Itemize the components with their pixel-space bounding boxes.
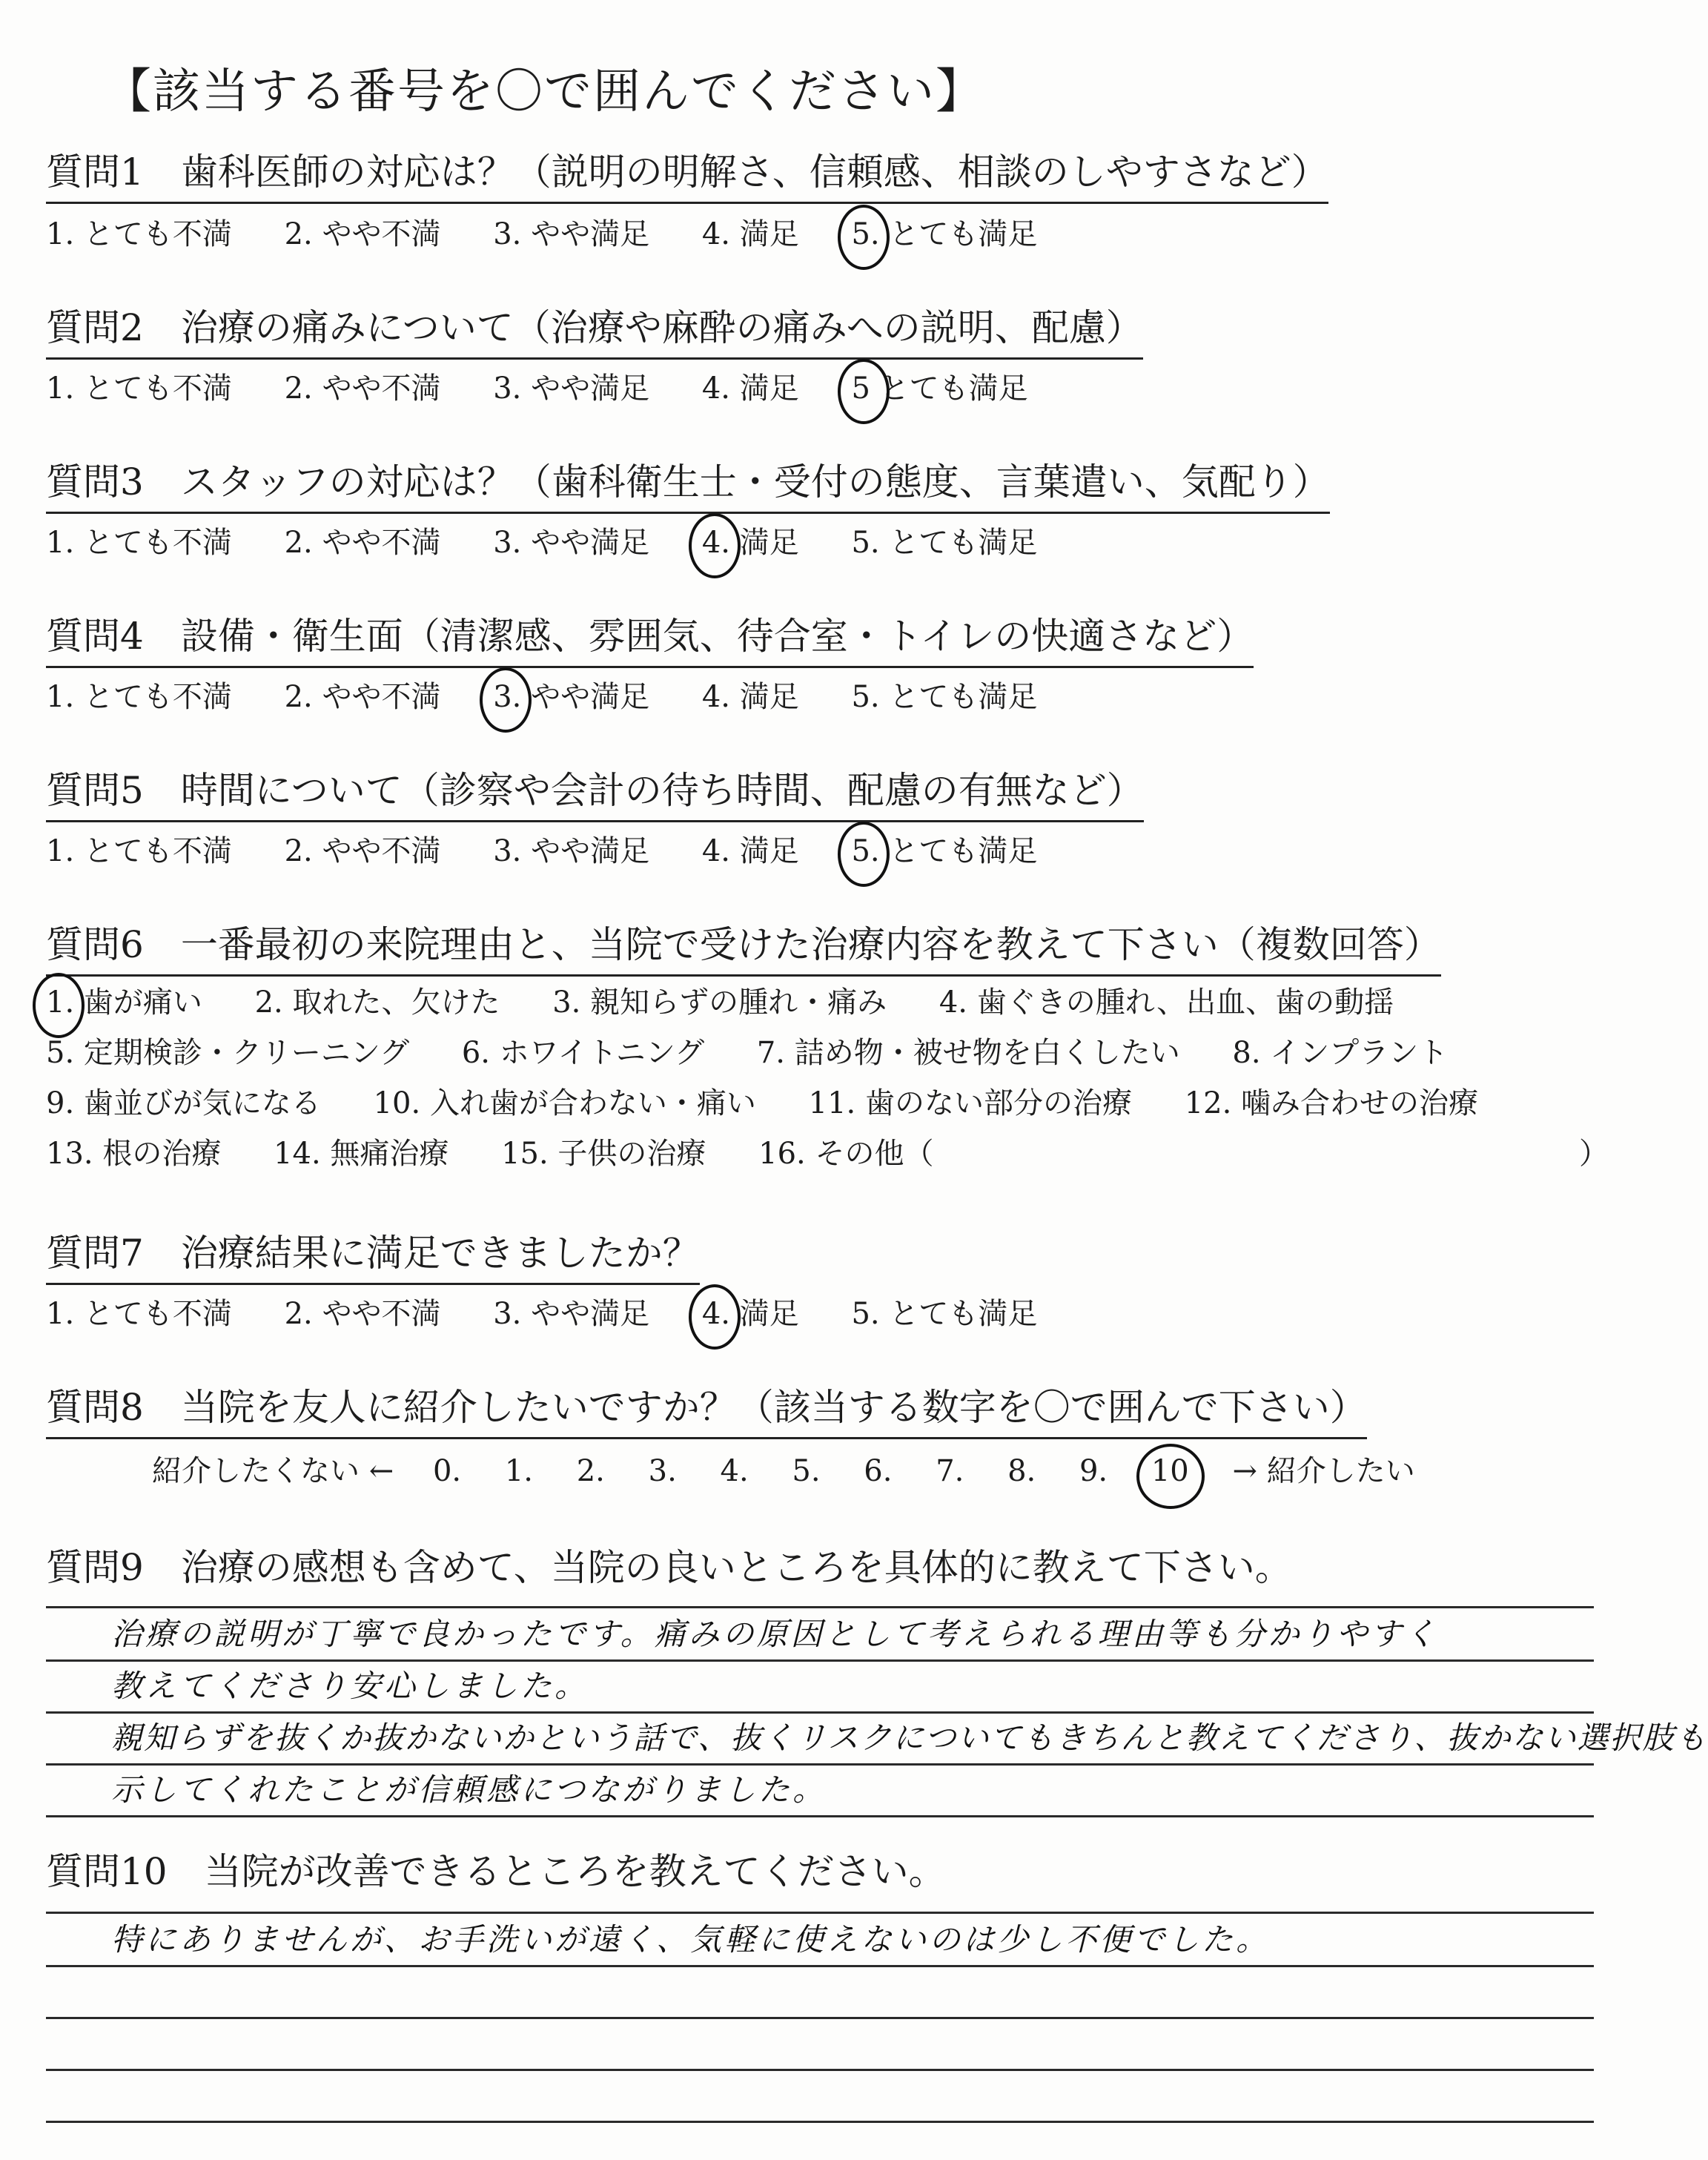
question-text: 当院を友人に紹介したいですか？（該当する数字を〇で囲んで下さい） — [180, 1386, 1367, 1429]
form-title: 【該当する番号を〇で囲んでください】 — [104, 65, 984, 119]
option-16-other[interactable]: 16. その他（ — [758, 1137, 934, 1171]
scale-5[interactable]: 5. — [792, 1454, 821, 1488]
scale-10-selected[interactable]: 10 — [1151, 1454, 1189, 1488]
scale-6[interactable]: 6. — [864, 1454, 893, 1488]
option-5-selected[interactable]: 5. とても満足 — [851, 215, 1037, 254]
question-number: 質問5 — [46, 769, 144, 812]
question-6 — [46, 921, 1441, 977]
options-q6-row-3 — [46, 1084, 1521, 1123]
answer-rule — [46, 1659, 1594, 1662]
option-3[interactable]: 3. 親知らずの腫れ・痛み — [552, 985, 887, 1020]
question-text: スタッフの対応は？（歯科衛生士・受付の態度、言葉遣い、気配り） — [180, 460, 1330, 503]
other-close-paren: ） — [1579, 1137, 1609, 1171]
option-13[interactable]: 13. 根の治療 — [46, 1137, 222, 1171]
option-5[interactable]: 5. 定期検診・クリーニング — [46, 1036, 410, 1070]
option-1[interactable]: 1. とても不満 — [46, 526, 232, 560]
selection-circle — [33, 973, 85, 1038]
question-number: 質問7 — [46, 1232, 144, 1275]
recommend-scale — [152, 1447, 1449, 1490]
scale-0[interactable]: 0. — [432, 1454, 462, 1488]
scale-7[interactable]: 7. — [936, 1454, 964, 1488]
question-number: 質問1 — [46, 151, 144, 194]
scale-4[interactable]: 4. — [720, 1454, 749, 1488]
options-q4 — [46, 678, 1080, 716]
scale-1[interactable]: 1. — [504, 1454, 534, 1488]
question-text: 治療の痛みについて（治療や麻酔の痛みへの説明、配慮） — [180, 306, 1143, 349]
question-1 — [46, 148, 1328, 204]
option-14[interactable]: 14. 無痛治療 — [274, 1137, 449, 1171]
option-5[interactable]: 5. とても満足 — [851, 526, 1038, 560]
option-3[interactable]: 3. やや満足 — [493, 1297, 650, 1331]
scale-2[interactable]: 2. — [576, 1454, 605, 1488]
option-5-selected[interactable]: 5. とても満足 — [851, 832, 1037, 871]
answer-rule — [46, 2121, 1594, 2123]
option-5[interactable]: 5. とても満足 — [851, 1297, 1038, 1331]
option-7[interactable]: 7. 詰め物・被せ物を白くしたい — [756, 1036, 1180, 1070]
option-4-selected[interactable]: 4. 満足 — [702, 524, 799, 562]
question-number: 質問3 — [46, 460, 144, 503]
question-text: 設備・衛生面（清潔感、雰囲気、待合室・トイレの快適さなど） — [180, 615, 1254, 658]
selection-circle — [838, 822, 890, 887]
options-q6-row-2 — [46, 1034, 1491, 1072]
handwritten-answer-line: 治療の説明が丁寧で良かったです。痛みの原因として考えられる理由等も分かりやすく — [111, 1616, 1439, 1652]
option-4[interactable]: 4. 歯ぐきの腫れ、出血、歯の動揺 — [939, 985, 1394, 1020]
answer-rule — [46, 1965, 1594, 1967]
scale-right-label: → 紹介したい — [1232, 1454, 1415, 1488]
option-1[interactable]: 1. とても不満 — [46, 217, 232, 251]
option-4[interactable]: 4. 満足 — [701, 680, 799, 714]
question-9 — [46, 1544, 1292, 1591]
question-10 — [46, 1848, 946, 1895]
handwritten-answer-line: 示してくれたことが信頼感につながりました。 — [111, 1771, 827, 1808]
option-2[interactable]: 2. 取れた、欠けた — [254, 985, 500, 1020]
answer-rule — [46, 2017, 1594, 2019]
selection-circle — [1136, 1444, 1205, 1509]
option-4[interactable]: 4. 満足 — [701, 217, 799, 251]
question-number: 質問10 — [46, 1850, 168, 1893]
question-2 — [46, 304, 1143, 360]
answer-rule — [46, 1763, 1594, 1766]
option-2[interactable]: 2. やや不満 — [284, 371, 441, 406]
option-1[interactable]: 1. とても不満 — [46, 680, 232, 714]
question-number: 質問9 — [46, 1546, 144, 1589]
options-q7 — [46, 1295, 1080, 1333]
scale-8[interactable]: 8. — [1007, 1454, 1036, 1488]
question-text: 治療結果に満足できましたか？ — [180, 1232, 700, 1275]
options-q3 — [46, 524, 1080, 562]
handwritten-answer-line: 特にありませんが、お手洗いが遠く、気軽に使えないのは少し不便でした。 — [111, 1921, 1271, 1958]
question-number: 質問4 — [46, 615, 144, 658]
option-4[interactable]: 4. 満足 — [701, 834, 799, 868]
question-7 — [46, 1229, 700, 1285]
handwritten-answer-line: 教えてくださり安心しました。 — [111, 1668, 589, 1704]
scale-left-label: 紹介したくない ← — [152, 1454, 394, 1488]
option-8[interactable]: 8. インプラント — [1232, 1036, 1449, 1070]
option-1-selected[interactable]: 1. 歯が痛い — [46, 983, 202, 1022]
option-4[interactable]: 4. 満足 — [701, 371, 799, 406]
option-1[interactable]: 1. とても不満 — [46, 371, 232, 406]
question-number: 質問2 — [46, 306, 144, 349]
options-q2 — [46, 369, 1071, 408]
answer-rule — [46, 1815, 1594, 1817]
question-text: 治療の感想も含めて、当院の良いところを具体的に教えて下さい。 — [180, 1546, 1292, 1589]
question-text: 歯科医師の対応は？（説明の明解さ、信頼感、相談のしやすさなど） — [180, 151, 1328, 194]
selection-circle — [480, 667, 532, 733]
options-q6-row-4 — [46, 1135, 976, 1173]
question-number: 質問6 — [46, 923, 144, 966]
question-text: 当院が改善できるところを教えてください。 — [204, 1850, 946, 1893]
option-3-selected[interactable]: 3. やや満足 — [493, 678, 649, 716]
option-1[interactable]: 1. とても不満 — [46, 834, 232, 868]
option-12[interactable]: 12. 噛み合わせの治療 — [1184, 1086, 1479, 1120]
question-text: 時間について（診察や会計の待ち時間、配慮の有無など） — [180, 769, 1144, 812]
answer-rule — [46, 1711, 1594, 1714]
scale-3[interactable]: 3. — [648, 1454, 677, 1488]
selection-circle — [689, 1284, 741, 1350]
option-6[interactable]: 6. ホワイトニング — [461, 1036, 705, 1070]
question-text: 一番最初の来院理由と、当院で受けた治療内容を教えて下さい（複数回答） — [180, 923, 1441, 966]
question-5 — [46, 767, 1144, 822]
answer-rule — [46, 1606, 1594, 1608]
option-9[interactable]: 9. 歯並びが気になる — [46, 1086, 321, 1120]
option-4-selected[interactable]: 4. 満足 — [702, 1295, 799, 1333]
selection-circle — [838, 359, 890, 424]
question-8 — [46, 1384, 1367, 1439]
option-3[interactable]: 3. やや満足 — [493, 217, 650, 251]
answer-rule — [46, 2069, 1594, 2071]
options-q6-row-1 — [46, 983, 1437, 1022]
question-4 — [46, 612, 1254, 668]
options-q1 — [46, 215, 1080, 254]
option-3[interactable]: 3. やや満足 — [493, 371, 650, 406]
option-5-selected[interactable]: 5 とても満足 — [851, 369, 1027, 408]
answer-rule — [46, 1912, 1594, 1914]
option-2[interactable]: 2. やや不満 — [284, 526, 441, 560]
option-2[interactable]: 2. やや不満 — [284, 834, 441, 868]
option-3[interactable]: 3. やや満足 — [493, 834, 650, 868]
question-number: 質問8 — [46, 1386, 144, 1429]
question-3 — [46, 458, 1330, 514]
option-1[interactable]: 1. とても不満 — [46, 1297, 232, 1331]
scale-9[interactable]: 9. — [1079, 1454, 1108, 1488]
selection-circle — [689, 513, 741, 578]
option-10[interactable]: 10. 入れ歯が合わない・痛い — [373, 1086, 756, 1120]
selection-circle — [838, 205, 890, 270]
option-5[interactable]: 5. とても満足 — [851, 680, 1038, 714]
options-q5 — [46, 832, 1080, 871]
option-2[interactable]: 2. やや不満 — [284, 1297, 441, 1331]
option-15[interactable]: 15. 子供の治療 — [501, 1137, 706, 1171]
option-2[interactable]: 2. やや不満 — [284, 217, 441, 251]
option-11[interactable]: 11. 歯のない部分の治療 — [808, 1086, 1132, 1120]
handwritten-answer-line: 親知らずを抜くか抜かないかという話で、抜くリスクについてもきちんと教えてくださり、抜かない選択肢も — [111, 1720, 1708, 1756]
option-2[interactable]: 2. やや不満 — [284, 680, 441, 714]
option-3[interactable]: 3. やや満足 — [493, 526, 650, 560]
